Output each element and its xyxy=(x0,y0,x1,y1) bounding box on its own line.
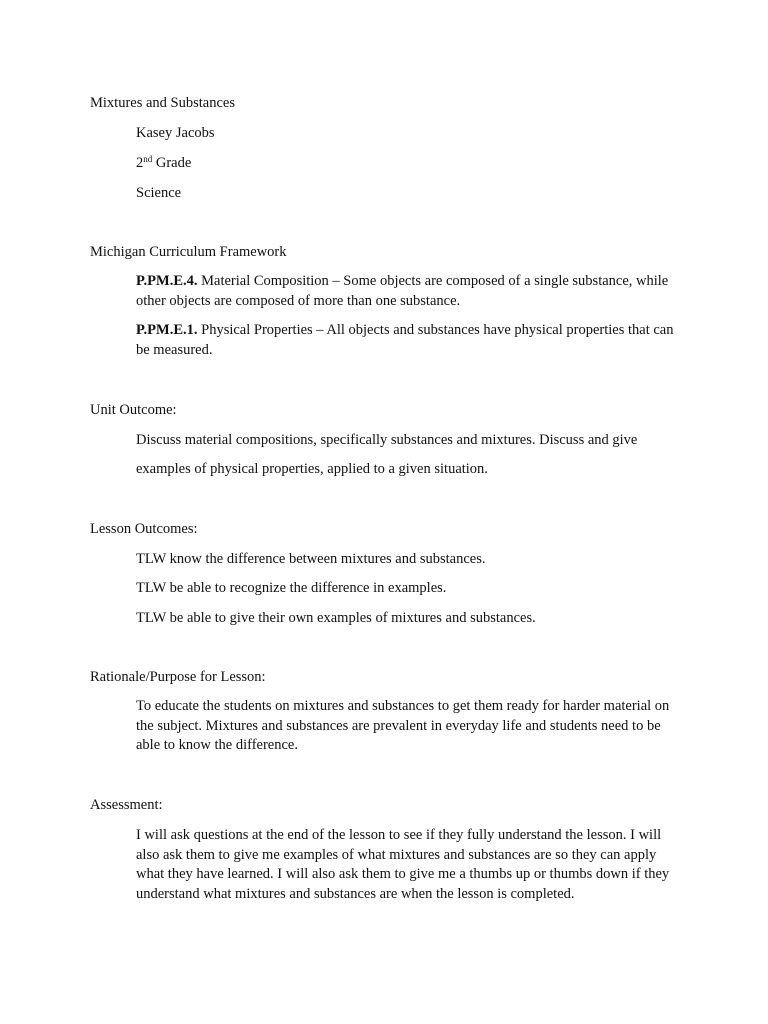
unit-outcome-line-2: examples of physical properties, applied to a given situation. xyxy=(136,461,488,477)
lesson-outcome-item: TLW be able to give their own examples of mixtures and substances. xyxy=(136,610,536,626)
framework-item-text: Physical Properties – All objects and substances have physical properties that can be measured. xyxy=(136,322,674,358)
lesson-outcomes-heading: Lesson Outcomes: xyxy=(90,521,198,537)
rationale-text: To educate the students on mixtures and substances to get them ready for harder material on the subject. Mixtures and substances are prevalent in everyday life and students need to be able to know the difference. xyxy=(136,698,670,753)
framework-item xyxy=(136,321,681,360)
framework-item xyxy=(136,272,681,311)
framework-item-code: P.PM.E.1. xyxy=(136,322,198,338)
framework-item-text: Material Composition – Some objects are composed of a single substance, while other objects are composed of more than one substance. xyxy=(136,273,669,309)
grade-word: Grade xyxy=(155,155,192,171)
framework-heading: Michigan Curriculum Framework xyxy=(90,244,287,260)
grade-level xyxy=(136,153,191,173)
grade-suffix: nd xyxy=(143,154,153,164)
framework-item-code: P.PM.E.4. xyxy=(136,273,198,289)
rationale-heading: Rationale/Purpose for Lesson: xyxy=(90,669,266,685)
document-title: Mixtures and Substances xyxy=(90,95,235,111)
assessment-text: I will ask questions at the end of the lesson to see if they fully understand the lesson. I will also ask them to give me examples of what mixtures and substances are so they can apply what they have learned. I will also ask them to give me a thumbs up or thumbs down if they understand what mixtures and substances are when the lesson is completed. xyxy=(136,827,670,902)
lesson-outcome-item: TLW be able to recognize the difference in examples. xyxy=(136,580,447,596)
grade-number: 2 xyxy=(136,155,144,171)
subject: Science xyxy=(136,185,182,201)
assessment-heading: Assessment: xyxy=(90,797,163,813)
lesson-outcome-item: TLW know the difference between mixtures and substances. xyxy=(136,551,486,567)
unit-outcome-line-1: Discuss material compositions, specifically substances and mixtures. Discuss and give xyxy=(136,432,638,448)
author-name: Kasey Jacobs xyxy=(136,125,215,141)
unit-outcome-heading: Unit Outcome: xyxy=(90,402,177,418)
